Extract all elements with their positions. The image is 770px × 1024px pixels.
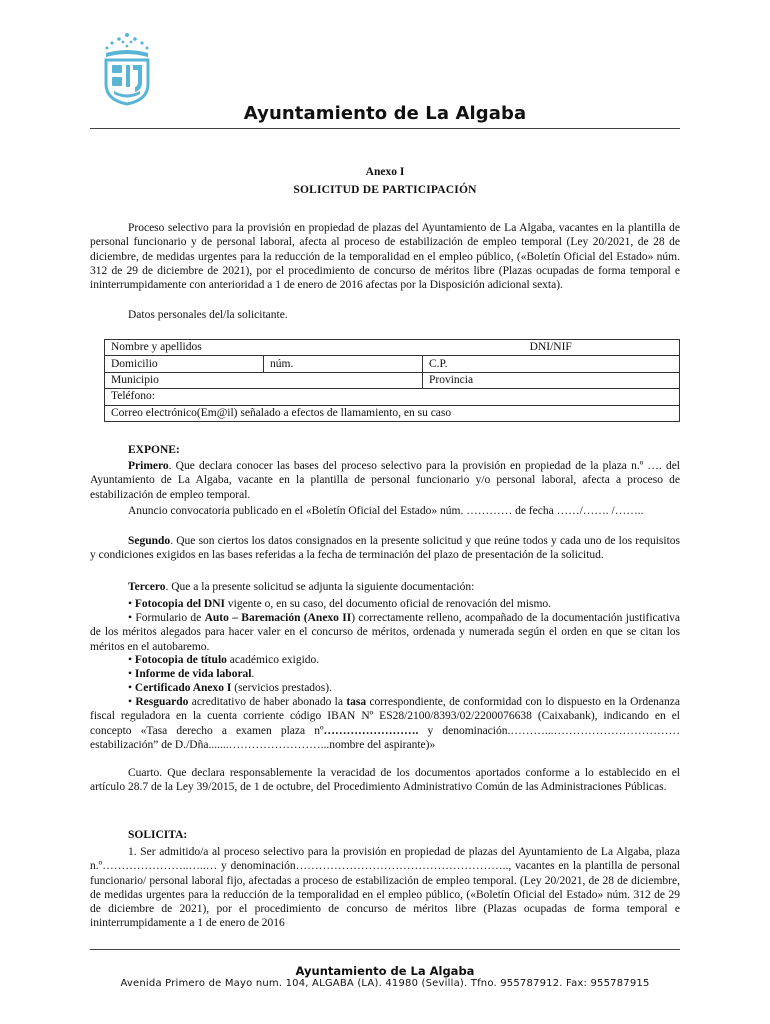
cuarto-paragraph: Cuarto. Que declara responsablemente la veracidad de los documentos aportados conforme a lo establecido en el artículo 28.7 de la Ley 39/2015, de 1 de octubre, del Procedimiento Administrativo Común de las Administraciones Públicas.: [90, 767, 680, 794]
table-row: [105, 405, 680, 421]
form-title: SOLICITUD DE PARTICIPACIÓN: [293, 184, 477, 196]
province-field[interactable]: Provincia: [423, 372, 680, 388]
doc-list-item-dni: • Fotocopia del DNI vigente o, en su caso, del documento oficial de renovación del mismo.: [128, 598, 552, 610]
primero-paragraph: Primero. Que declara conocer las bases del proceso selectivo para la provisión en propiedad de la plaza n.º …. del Ayuntamiento de La Algaba, vacante en la plantilla de personal funcionario y/o personal laboral, afecta a proceso de estabilización de empleo temporal.: [90, 460, 680, 501]
table-row: [105, 340, 680, 356]
address-field[interactable]: Domicilio: [105, 356, 264, 372]
segundo-paragraph: Segundo. Que son ciertos los datos consignados en la presente solicitud y que reúne todos y cada uno de los requisitos y condiciones exigidos en las bases referidas a la fecha de terminación del plazo de presentación de la solicitud.: [90, 535, 680, 562]
doc-list-item-vida-laboral: • Informe de vida laboral.: [128, 668, 255, 680]
footer-address: Avenida Primero de Mayo num. 104, ALGABA (LA). 41980 (Sevilla). Tfno. 955787912. Fax: 955787915: [120, 978, 650, 989]
intro-paragraph: Proceso selectivo para la provisión en propiedad de plazas del Ayuntamiento de La Algaba, vacantes en la plantilla de personal funcionario y de personal laboral, afecta al proceso de estabilización de empleo temporal (Ley 20/2021, de 28 de diciembre, de medidas urgentes para la reducción de la temporalidad en el empleo público, («Boletín Oficial del Estado» núm. 312 de 29 de diciembre de 2021), por el procedimiento de concurso de méritos libre (Plazas ocupadas de forma temporal e ininterrumpidamente con anterioridad a 1 de enero de 2016 afectas por la Disposición adicional sexta).: [90, 222, 680, 292]
annex-label: Anexo I: [365, 166, 405, 178]
tercero-paragraph: Tercero. Que a la presente solicitud se adjunta la siguiente documentación:: [128, 581, 475, 593]
header-divider: [90, 128, 680, 129]
dni-field[interactable]: DNI/NIF: [423, 340, 680, 356]
doc-list-item-titulo: • Fotocopia de título académico exigido.: [128, 654, 320, 666]
footer-organization-name: Ayuntamiento de La Algaba: [295, 964, 475, 978]
coat-of-arms-logo: [102, 32, 152, 106]
phone-field[interactable]: Teléfono:: [105, 389, 680, 405]
personal-data-table: [104, 339, 680, 422]
anuncio-paragraph: Anuncio convocatoria publicado en el «Boletín Oficial del Estado» núm. ………… de fecha ……/……. /……..: [128, 505, 644, 517]
email-field[interactable]: Correo electrónico(Em@il) señalado a efectos de llamamiento, en su caso: [105, 405, 680, 421]
doc-list-item-resguardo: • Resguardo acreditativo de haber abonado la tasa correspondiente, de conformidad con lo dispuesto en la Ordenanza fiscal reguladora en la cuenta corriente código IBAN Nº ES28/2100/8393/02/2200076638 (Caixabank), indicando en el concepto «Tasa derecho a examen plaza nº……………………. y denominación.………...……………………………estabilización” de D./Dña.......……………………...nombre del aspirante)»: [90, 696, 680, 751]
municipality-field[interactable]: Municipio: [105, 372, 423, 388]
page-header-title: Ayuntamiento de La Algaba: [243, 103, 527, 124]
name-field[interactable]: Nombre y apellidos: [105, 340, 423, 356]
doc-list-item-certificado: • Certificado Anexo I (servicios prestados).: [128, 682, 332, 694]
table-row: [105, 389, 680, 405]
doc-list-item-autobaremacion: • Formulario de Auto – Baremación (Anexo II) correctamente relleno, acompañado de la documentación justificativa de los méritos alegados para hacer valer en el concurso de méritos, ordenada y numerada según el orden en que se citan los méritos en el autobaremo.: [90, 612, 681, 653]
footer-divider: [90, 949, 680, 950]
solicita-paragraph: 1. Ser admitido/a al proceso selectivo para la provisión en propiedad de plazas del Ayuntamiento de La Algaba, plaza n.º…………………..…..… y denominación……………………………………………….., vacantes en la plantilla de personal funcionario/ personal laboral fijo, afectadas a proceso de estabilización de empleo temporal. (Ley 20/2021, de 28 de diciembre, de medidas urgentes para la reducción de la temporalidad en el empleo público, («Boletín Oficial del Estado» núm. 312 de 29 de diciembre de 2021), por el procedimiento de concurso de méritos libre (Plazas ocupadas de forma temporal e ininterrumpidamente a 1 de enero de 2016: [90, 846, 680, 930]
personal-data-label: Datos personales del/la solicitante.: [128, 309, 288, 321]
solicita-heading: SOLICITA:: [128, 829, 188, 841]
number-field[interactable]: núm.: [264, 356, 423, 372]
postal-code-field[interactable]: C.P.: [423, 356, 680, 372]
table-row: [105, 372, 680, 388]
expone-heading: EXPONE:: [128, 444, 180, 456]
table-row: [105, 356, 680, 372]
